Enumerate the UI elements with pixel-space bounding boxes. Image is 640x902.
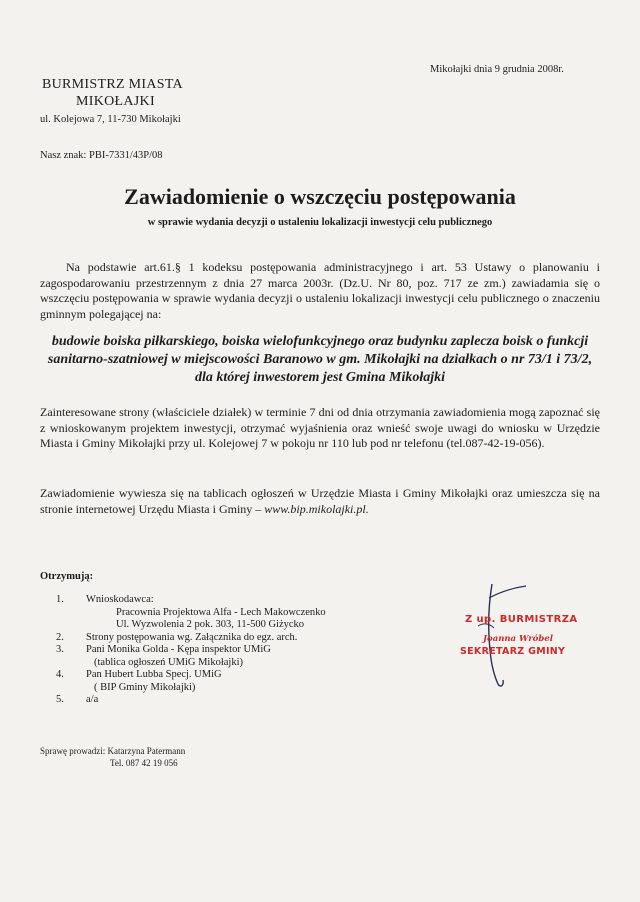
list-text: Ul. Wyzwolenia 2 pok. 303, 11-500 Giżycko [116,619,305,630]
list-text: Pan Hubert Lubba Specj. UMiG [86,669,222,680]
stamp-line-name: Joanna Wróbel [483,634,553,644]
list-number: 4. [56,669,64,680]
list-item [56,594,386,607]
list-number: 1. [56,594,64,605]
official-stamp [460,600,610,690]
list-text: Pracownia Projektowa Alfa - Lech Makowczenko [116,606,326,618]
stamp-line-authority: Z up. BURMISTRZA [465,614,578,625]
reference-number: Nasz znak: PBI-7331/43P/08 [40,150,163,161]
list-item [56,694,386,707]
list-item-continuation [56,657,386,670]
list-item [56,632,386,645]
recipients-heading: Otrzymują: [40,571,94,582]
stamp-line-position: SEKRETARZ GMINY [460,646,566,657]
list-number: 2. [56,631,64,643]
document-title: Zawiadomienie o wszczęciu postępowania [124,184,516,209]
issuer-name-line1: BURMISTRZ MIASTA [42,77,183,92]
document-date: Mikołajki dnia 9 grudnia 2008r. [430,64,564,75]
list-text: (tablica ogłoszeń UMiG Mikołajki) [94,656,244,668]
list-text: Wnioskodawca: [86,594,154,605]
bip-website-link[interactable]: www.bip.mikolajki.pl. [264,501,369,516]
publication-paragraph [40,486,600,517]
issuer-name-line2: MIKOŁAJKI [76,94,155,109]
list-number: 5. [56,694,64,705]
list-item-continuation [56,619,386,632]
document-subtitle: w sprawie wydania decyzji o ustaleniu lokalizacji inwestycji celu publicznego [147,217,493,228]
investment-description: budowie boiska piłkarskiego, boiska wielofunkcyjnego oraz budynku zaplecza boisk o funkcji sanitarno-szatniowej w miejscowości Baranowo w gm. Mikołajki na działkach o nr 73/1 i 73/2, dla której inwestorem jest Gmina Mikołajki [47,334,593,385]
list-item-continuation [56,682,386,695]
list-number: 3. [56,644,64,655]
list-item [56,644,386,657]
case-handler: Sprawę prowadzi: Katarzyna Patermann [40,746,186,756]
case-handler-phone: Tel. 087 42 19 056 [110,758,178,768]
publication-text: Zawiadomienie wywiesza się na tablicach ogłoszeń w Urzędzie Miasta i Gminy Mikołajki oraz umieszcza się na stronie internetowej Urzędu Miasta i Gminy – [40,486,600,516]
parties-notice-paragraph: Zainteresowane strony (właściciele działek) w terminie 7 dni od dnia otrzymania zawiadomienia mogą zapoznać się z wnioskowanym projektem inwestycji, otrzymać wyjaśnienia oraz wnieść swoje uwagi do wniosku w Urzędzie Miasta i Gminy Mikołajki przy ul. Kolejowej 7 w pokoju nr 110 lub pod nr telefonu (tel.087-42-19-056). [40,405,600,450]
list-text: a/a [86,694,99,705]
list-item [56,669,386,682]
list-text: Strony postępowania wg. Załącznika do egz. arch. [86,631,298,643]
recipients-list [56,594,386,707]
legal-basis-paragraph: Na podstawie art.61.§ 1 kodeksu postępowania administracyjnego i art. 53 Ustawy o planowaniu i zagospodarowaniu przestrzennym z dnia 27 marca 2003r. (Dz.U. Nr 80, poz. 717 ze zm.) zawiadamia się o wszczęciu postępowania w sprawie wydania decyzji o ustaleniu lokalizacji inwestycji celu publicznego o znaczeniu gminnym polegającej na: [40,260,600,321]
list-text: ( BIP Gminy Mikołajki) [94,681,196,693]
list-text: Pani Monika Golda - Kępa inspektor UMiG [86,644,271,655]
issuer-address: ul. Kolejowa 7, 11-730 Mikołajki [40,114,181,125]
list-item-continuation [56,607,386,620]
